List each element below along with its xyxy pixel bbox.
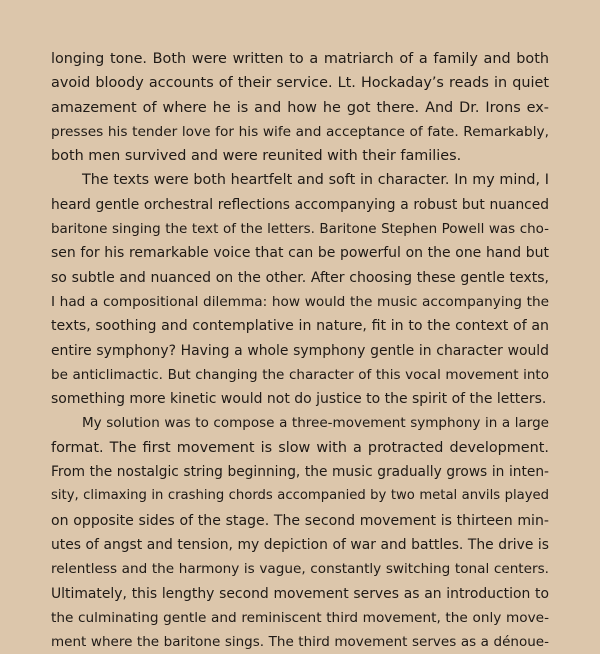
text-line: be anticlimactic. But changing the character of this vocal movement into: [51, 366, 549, 383]
text-line: sen for his remarkable voice that can be powerful on the one hand but: [51, 245, 549, 262]
text-line: format. The first movement is slow with a protracted development.: [51, 439, 549, 456]
text-line: baritone singing the text of the letters. Baritone Stephen Powell was cho-: [51, 221, 549, 238]
text-line: so subtle and nuanced on the other. After choosing these gentle texts,: [51, 269, 549, 286]
text-line: From the nostalgic string beginning, the music gradually grows in inten-: [51, 464, 549, 481]
text-line: the culminating gentle and reminiscent third movement, the only move-: [51, 609, 549, 626]
text-line: longing tone. Both were written to a matriarch of a family and both: [51, 51, 549, 67]
text-line: relentless and the harmony is vague, constantly switching tonal centers.: [51, 561, 549, 578]
text-line: avoid bloody accounts of their service. Lt. Hockaday’s reads in quiet: [51, 75, 549, 92]
text-line: both men survived and were reunited with their families.: [51, 148, 462, 165]
text-line: heard gentle orchestral reflections accompanying a robust but nuanced: [51, 196, 549, 213]
text-line: Ultimately, this lengthy second movement serves as an introduction to: [51, 585, 549, 602]
book-page-text: [51, 47, 549, 654]
text-line: ment where the baritone sings. The third movement serves as a dénoue-: [51, 634, 549, 651]
paragraph-first-line: The texts were both heartfelt and soft in character. In my mind, I: [82, 172, 549, 189]
text-line: sity, climaxing in crashing chords accompanied by two metal anvils played: [51, 488, 549, 504]
text-line: I had a compositional dilemma: how would the music accompanying the: [51, 293, 549, 310]
text-line: on opposite sides of the stage. The second movement is thirteen min-: [51, 512, 549, 529]
text-line: something more kinetic would not do justice to the spirit of the letters.: [51, 391, 547, 408]
text-line: texts, soothing and contemplative in nature, fit in to the context of an: [51, 318, 549, 335]
text-line: amazement of where he is and how he got there. And Dr. Irons ex-: [51, 99, 549, 116]
paragraph-first-line: My solution was to compose a three-movement symphony in a large: [82, 415, 549, 432]
text-line: utes of angst and tension, my depiction of war and battles. The drive is: [51, 536, 549, 553]
text-line: entire symphony? Having a whole symphony gentle in character would: [51, 342, 549, 359]
text-line: presses his tender love for his wife and acceptance of fate. Remarkably,: [51, 123, 549, 140]
